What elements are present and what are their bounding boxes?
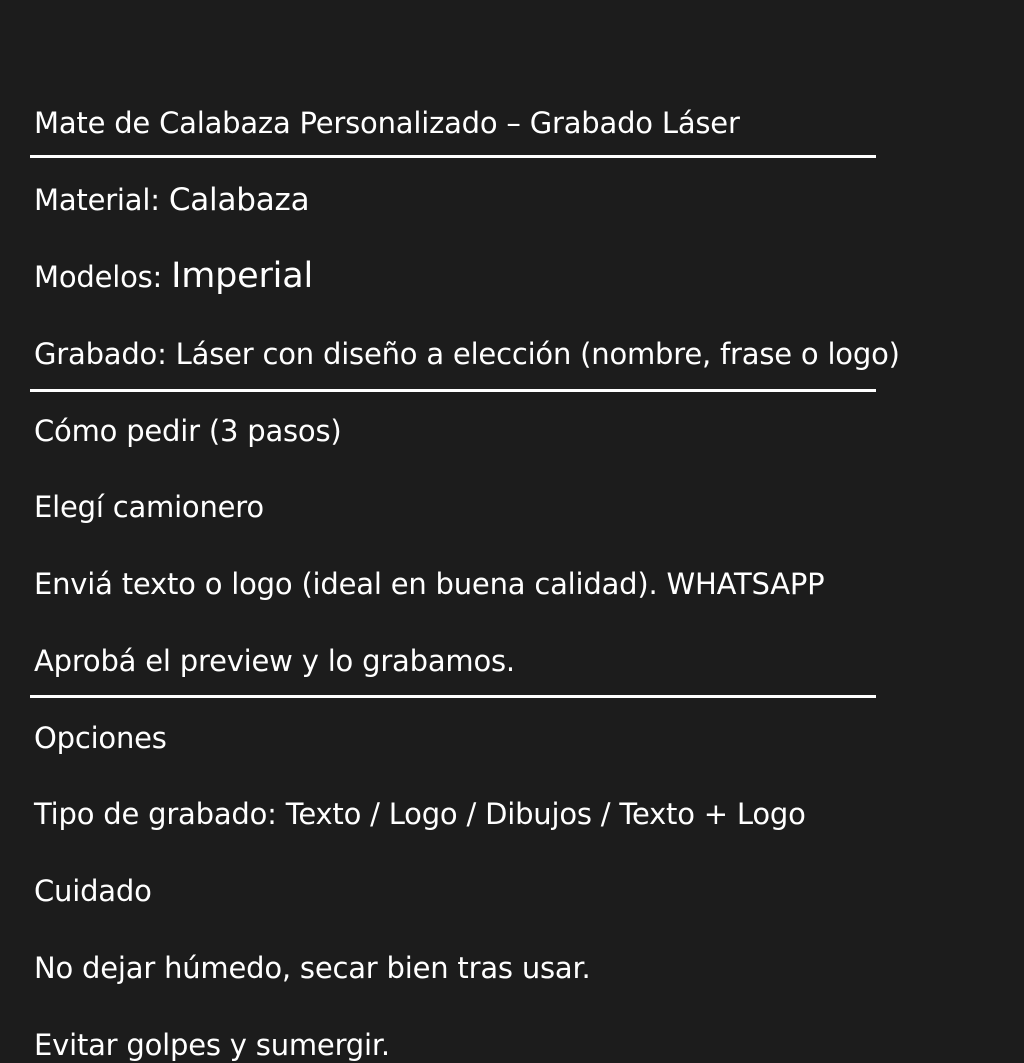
modelos-value: Imperial (171, 256, 313, 296)
grabado-line: Grabado: Láser con diseño a elección (nombre, frase o logo) (34, 337, 900, 371)
step-2: Enviá texto o logo (ideal en buena calidad). WHATSAPP (34, 567, 825, 601)
material-line (34, 182, 309, 218)
care-item-2: Evitar golpes y sumergir. (34, 1028, 390, 1062)
product-title: Mate de Calabaza Personalizado – Grabado Láser (34, 106, 740, 140)
opciones-heading: Opciones (34, 721, 167, 755)
como-pedir-heading: Cómo pedir (3 pasos) (34, 414, 342, 448)
modelos-label: Modelos: (34, 260, 172, 294)
divider-1 (30, 155, 876, 158)
step-1: Elegí camionero (34, 490, 264, 524)
care-item-1: No dejar húmedo, secar bien tras usar. (34, 951, 591, 985)
divider-2 (30, 389, 876, 392)
cuidado-heading: Cuidado (34, 874, 152, 908)
modelos-line (34, 258, 313, 295)
material-label: Material: (34, 183, 169, 217)
divider-3 (30, 695, 876, 698)
step-3: Aprobá el preview y lo grabamos. (34, 644, 515, 678)
tipo-grabado-line: Tipo de grabado: Texto / Logo / Dibujos / Texto + Logo (34, 797, 806, 831)
material-value: Calabaza (168, 182, 310, 218)
